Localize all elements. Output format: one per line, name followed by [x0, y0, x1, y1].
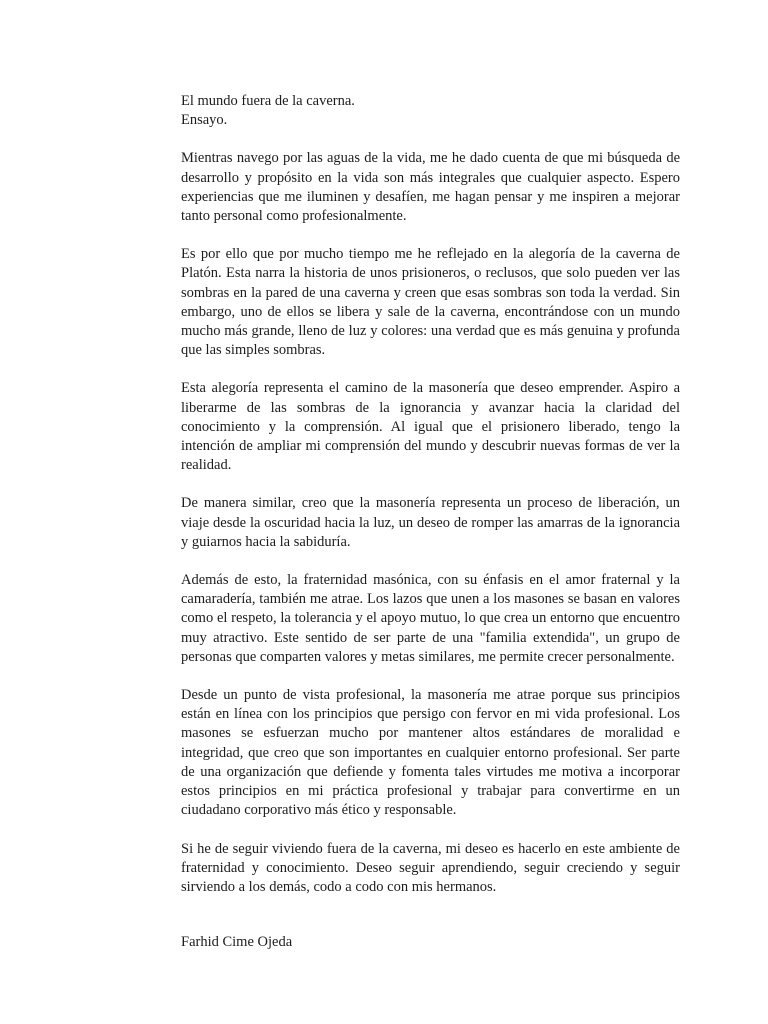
document-title: El mundo fuera de la caverna.	[181, 93, 355, 109]
paragraph-2: Es por ello que por mucho tiempo me he reflejado en la alegoría de la caverna de Platón. Esta narra la historia de unos prisioneros, o reclusos, que solo pueden ver las sombras en la pared de una caverna y creen que esas sombras son toda la verdad. Sin embargo, uno de ellos se libera y sale de la caverna, encontrándose con un mundo mucho más grande, lleno de luz y colores: una verdad que es más genuina y profunda que las simples sombras.	[181, 246, 680, 359]
paragraph-7: Si he de seguir viviendo fuera de la caverna, mi deseo es hacerlo en este ambiente de fraternidad y conocimiento. Deseo seguir aprendiendo, seguir creciendo y seguir sirviendo a los demás, codo a codo con mis hermanos.	[181, 840, 680, 895]
paragraph-4: De manera similar, creo que la masonería representa un proceso de liberación, un viaje desde la oscuridad hacia la luz, un deseo de romper las amarras de la ignorancia y guiarnos hacia la sabiduría.	[181, 495, 680, 550]
document-subtitle: Ensayo.	[181, 112, 228, 129]
paragraph-6: Desde un punto de vista profesional, la masonería me atrae porque sus principios están en línea con los principios que persigo con fervor en mi vida profesional. Los masones se esfuerzan mucho por mantener altos estándares de moralidad e integridad, que creo que son importantes en cualquier entorno profesional. Ser parte de una organización que defiende y fomenta tales virtudes me motiva a incorporar estos principios en mi práctica profesional y trabajar para convertirme en un ciudadano corporativo más ético y responsable.	[181, 687, 680, 819]
paragraph-1: Mientras navego por las aguas de la vida, me he dado cuenta de que mi búsqueda de desarrollo y propósito en la vida son más integrales que cualquier aspecto. Espero experiencias que me iluminen y desafíen, me hagan pensar y me inspiren a mejorar tanto personal como profesionalmente.	[181, 150, 680, 225]
paragraph-5: Además de esto, la fraternidad masónica, con su énfasis en el amor fraternal y la camaradería, también me atrae. Los lazos que unen a los masones se basan en valores como el respeto, la tolerancia y el apoyo mutuo, lo que crea un entorno que encuentro muy atractivo. Este sentido de ser parte de una "familia extendida", un grupo de personas que comparten valores y metas similares, me permite crecer personalmente.	[181, 572, 680, 665]
paragraph-3: Esta alegoría representa el camino de la masonería que deseo emprender. Aspiro a liberarme de las sombras de la ignorancia y avanzar hacia la claridad del conocimiento y la comprensión. Al igual que el prisionero liberado, tengo la intención de ampliar mi comprensión del mundo y descubrir nuevas formas de ver la realidad.	[181, 380, 680, 474]
author-signature: Farhid Cime Ojeda	[181, 934, 293, 951]
document-header	[181, 92, 680, 130]
